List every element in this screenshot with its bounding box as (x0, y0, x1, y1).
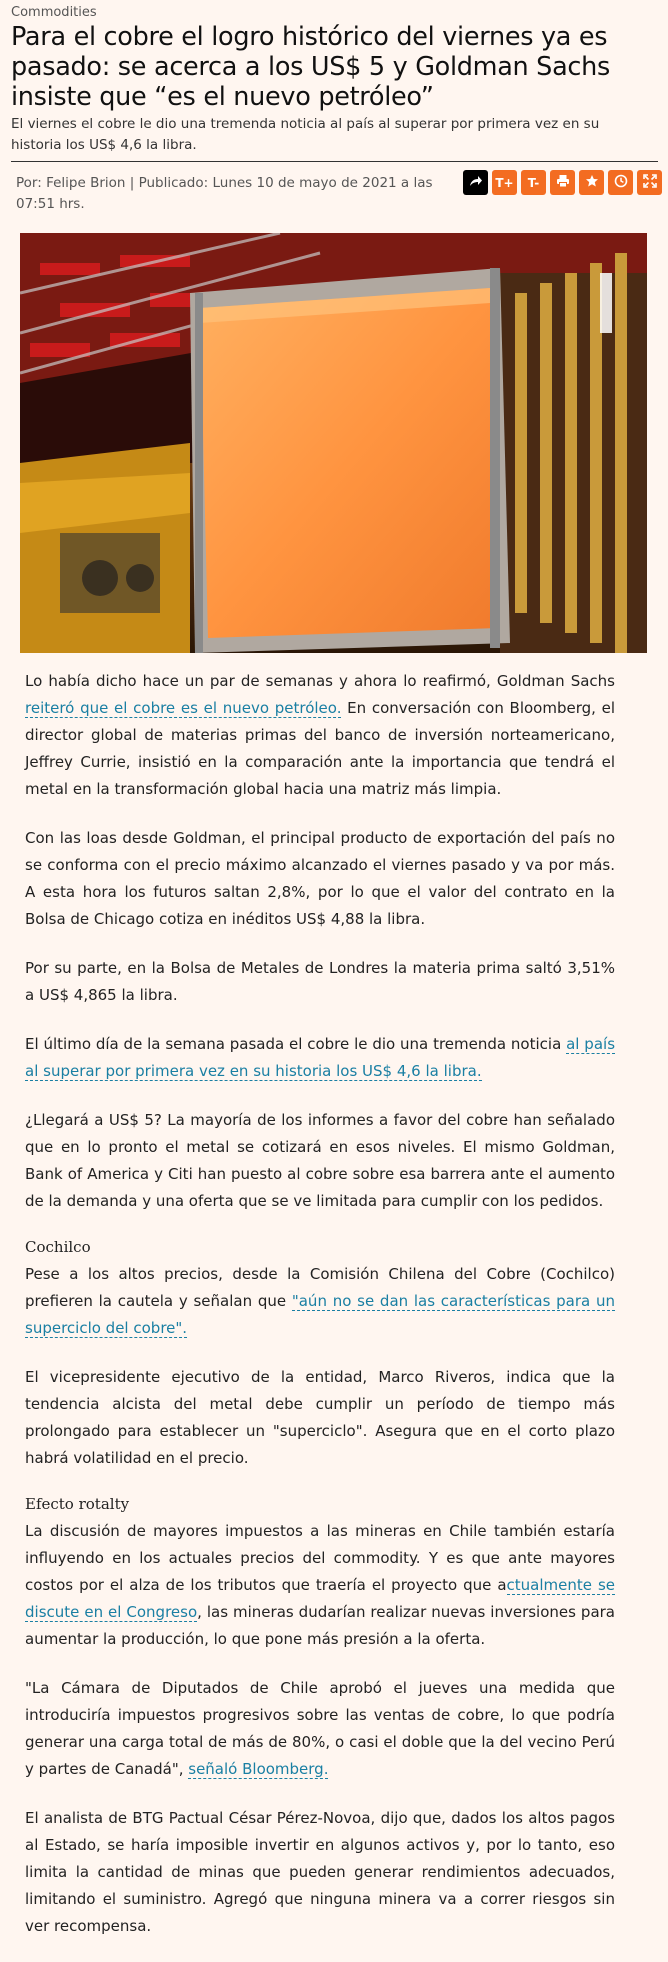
text: En conversación con Bloomberg, el director global de materias primas del banco de inversión norteamericano, Jeffrey Currie, insistió en la comparación ante la importancia que tendrá el metal en la transformación global hacia una matriz más limpia. (25, 699, 616, 798)
paragraph-7: El vicepresidente ejecutivo de la entidad, Marco Riveros, indica que la tendencia alcista del metal debe cumplir un período de tiempo más prolongado para establecer un "superciclo". Asegura que en el corto plazo habrá volatilidad en el precio. (25, 1368, 615, 1467)
history-button[interactable] (608, 170, 633, 195)
text: La discusión de mayores impuestos a las mineras en Chile también estaría influyendo en los actuales precios del commodity. Y es que ante mayores costos por el alza de los tributos que traería el proyecto que a (25, 1522, 615, 1594)
text: "La Cámara de Diputados de Chile aprobó el jueves una medida que introduciría impuestos progresivos sobre las ventas de cobre, lo que podría generar una carga total de más de 80%, o casi el doble que la del vecino Perú y partes de Canadá", (25, 1679, 615, 1778)
paragraph-8 (25, 1518, 615, 1653)
expand-icon (643, 174, 657, 191)
font-increase-button[interactable]: T+ (492, 170, 517, 195)
paragraph-9 (25, 1675, 615, 1783)
hero-image (20, 233, 647, 653)
link-superciclo[interactable]: "aún no se dan las características para un superciclo del cobre". (25, 1292, 615, 1337)
printer-icon (556, 174, 570, 191)
article-headline: Para el cobre el logro histórico del viernes ya es pasado: se acerca a los US$ 5 y Goldman Sachs insiste que “es el nuevo petróleo” (11, 22, 610, 112)
text: El último día de la semana pasada el cobre le dio una tremenda noticia (25, 1035, 567, 1053)
link-bloomberg[interactable]: señaló Bloomberg. (188, 1760, 329, 1778)
header-divider (11, 161, 658, 162)
paragraph-1 (25, 668, 615, 803)
paragraph-2: Con las loas desde Goldman, el principal producto de exportación del país no se conforma con el precio máximo alcanzado el viernes pasado y va por más. A esta hora los futuros saltan 2,8%, por lo que el valor del contrato en la Bolsa de Chicago cotiza en inéditos US$ 4,88 la libra. (25, 829, 615, 928)
paragraph-3: Por su parte, en la Bolsa de Metales de Londres la materia prima saltó 3,51% a US$ 4,865 la libra. (25, 959, 615, 1004)
paragraph-6 (25, 1261, 615, 1342)
link-congreso[interactable]: ctualmente se discute en el Congreso (25, 1576, 615, 1621)
clock-icon (614, 174, 628, 191)
article-toolbar (463, 170, 662, 195)
link-goldman-petroleo[interactable]: reiteró que el cobre es el nuevo petróleo. (25, 699, 342, 717)
share-button[interactable] (463, 170, 488, 195)
text: , las mineras dudarían realizar nuevas inversiones para aumentar la producción, lo que pone más presión a la oferta. (25, 1603, 615, 1648)
article-lead: El viernes el cobre le dio una tremenda noticia al país al superar por primera vez en su historia los US$ 4,6 la libra. (11, 116, 600, 153)
paragraph-10: El analista de BTG Pactual César Pérez-Novoa, dijo que, dados los altos pagos al Estado, se haría imposible invertir en algunos activos y, por lo tanto, eso limita la cantidad de minas que pueden generar rendimientos adecuados, limitando el suministro. Agregó que ninguna minera va a correr riesgos sin ver recompensa. (25, 1809, 615, 1935)
share-arrow-icon (469, 174, 483, 191)
article-body (25, 668, 615, 1962)
paragraph-5: ¿Llegará a US$ 5? La mayoría de los informes a favor del cobre han señalado que en lo pronto el metal se cotizará en esos niveles. El mismo Goldman, Bank of America y Citi han puesto al cobre sobre esa barrera ante el aumento de la demanda y una oferta que se ve limitada para cumplir con los pedidos. (25, 1111, 615, 1210)
star-icon (585, 174, 599, 191)
link-record-price[interactable]: al país al superar por primera vez en su historia los US$ 4,6 la libra. (25, 1035, 616, 1080)
text: Lo había dicho hace un par de semanas y ahora lo reafirmó, Goldman Sachs (25, 672, 615, 690)
text: Pese a los altos precios, desde la Comisión Chilena del Cobre (Cochilco) prefieren la cautela y señalan que (25, 1265, 615, 1310)
fullscreen-button[interactable] (637, 170, 662, 195)
subheading-efecto-rotalty: Efecto rotalty (25, 1495, 130, 1513)
copper-cathode-photo (20, 233, 647, 653)
print-button[interactable] (550, 170, 575, 195)
favorite-button[interactable] (579, 170, 604, 195)
section-label[interactable]: Commodities (11, 5, 97, 20)
subheading-cochilco: Cochilco (25, 1238, 91, 1256)
font-decrease-button[interactable]: T- (521, 170, 546, 195)
article-byline: Por: Felipe Brion | Publicado: Lunes 10 de mayo de 2021 a las 07:51 hrs. (16, 175, 433, 212)
paragraph-4 (25, 1031, 615, 1085)
